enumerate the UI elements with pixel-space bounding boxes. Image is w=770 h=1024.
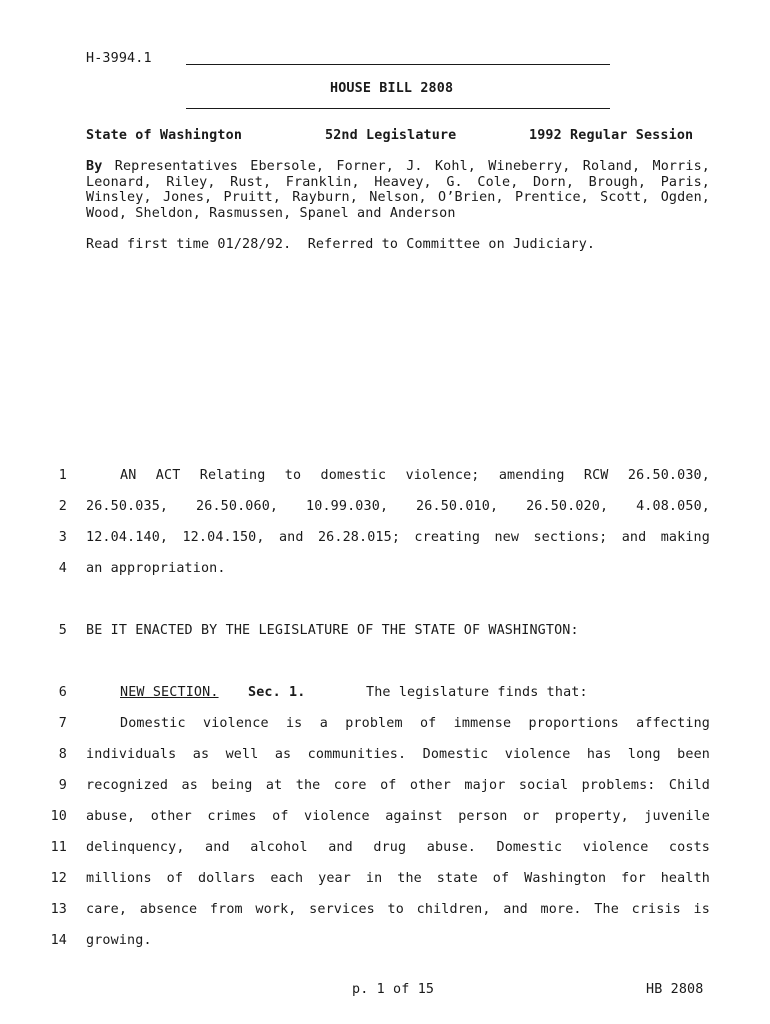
read-first-note: Read first time 01/28/92. Referred to Committee on Judiciary. [86,237,596,252]
body-line: recognized as being at the core of other major social problems: Child [86,778,710,793]
header-rule-top [186,64,610,65]
body-line: Domestic violence is a problem of immense proportions affecting [120,716,710,731]
section-number: Sec. 1. [248,685,306,700]
header-rule-bottom [186,108,610,109]
body-line: 26.50.035, 26.50.060, 10.99.030, 26.50.010, 26.50.020, 4.08.050, [86,499,710,514]
body-line: delinquency, and alcohol and drug abuse. Domestic violence costs [86,840,710,855]
line-number: 13 [50,902,67,917]
line-number: 7 [58,716,67,731]
body-line: individuals as well as communities. Domestic violence has long been [86,747,710,762]
line-number: 1 [58,468,67,483]
sponsors-list: Representatives Ebersole, Forner, J. Kohl, Wineberry, Roland, Morris, Leonard, Riley, Rust, Franklin, Heavey, G. Cole, Dorn, Brough, Paris, Winsley, Jones, Pruitt, Rayburn, Nelson, O’Brien, Prentice, Scott, Ogden, Wood, Sheldon, Rasmussen, Spanel and Anderson [86,159,710,221]
enacting-clause: BE IT ENACTED BY THE LEGISLATURE OF THE STATE OF WASHINGTON: [86,623,579,638]
bill-title: HOUSE BILL 2808 [330,81,454,96]
by-label: By [86,159,103,174]
session-name: 1992 Regular Session [529,128,694,143]
line-number: 4 [58,561,67,576]
new-section-label: NEW SECTION. [120,685,219,700]
line-number: 10 [50,809,67,824]
footer-bill-id: HB 2808 [646,982,704,997]
body-line: an appropriation. [86,561,226,576]
legislature-name: 52nd Legislature [325,128,457,143]
page-number: p. 1 of 15 [352,982,435,997]
line-number: 5 [58,623,67,638]
line-number: 8 [58,747,67,762]
line-number: 6 [58,685,67,700]
bill-id: H-3994.1 [86,51,152,66]
body-line: The legislature finds that: [366,685,588,700]
body-line: growing. [86,933,152,948]
line-number: 12 [50,871,67,886]
state-name: State of Washington [86,128,243,143]
body-line: care, absence from work, services to children, and more. The crisis is [86,902,710,917]
line-number: 9 [58,778,67,793]
line-number: 2 [58,499,67,514]
line-number: 14 [50,933,67,948]
body-line: millions of dollars each year in the state of Washington for health [86,871,710,886]
sponsors-paragraph [86,159,710,221]
body-line: 12.04.140, 12.04.150, and 26.28.015; creating new sections; and making [86,530,710,545]
body-line: AN ACT Relating to domestic violence; amending RCW 26.50.030, [120,468,710,483]
line-number: 3 [58,530,67,545]
line-number: 11 [50,840,67,855]
body-line: abuse, other crimes of violence against person or property, juvenile [86,809,710,824]
